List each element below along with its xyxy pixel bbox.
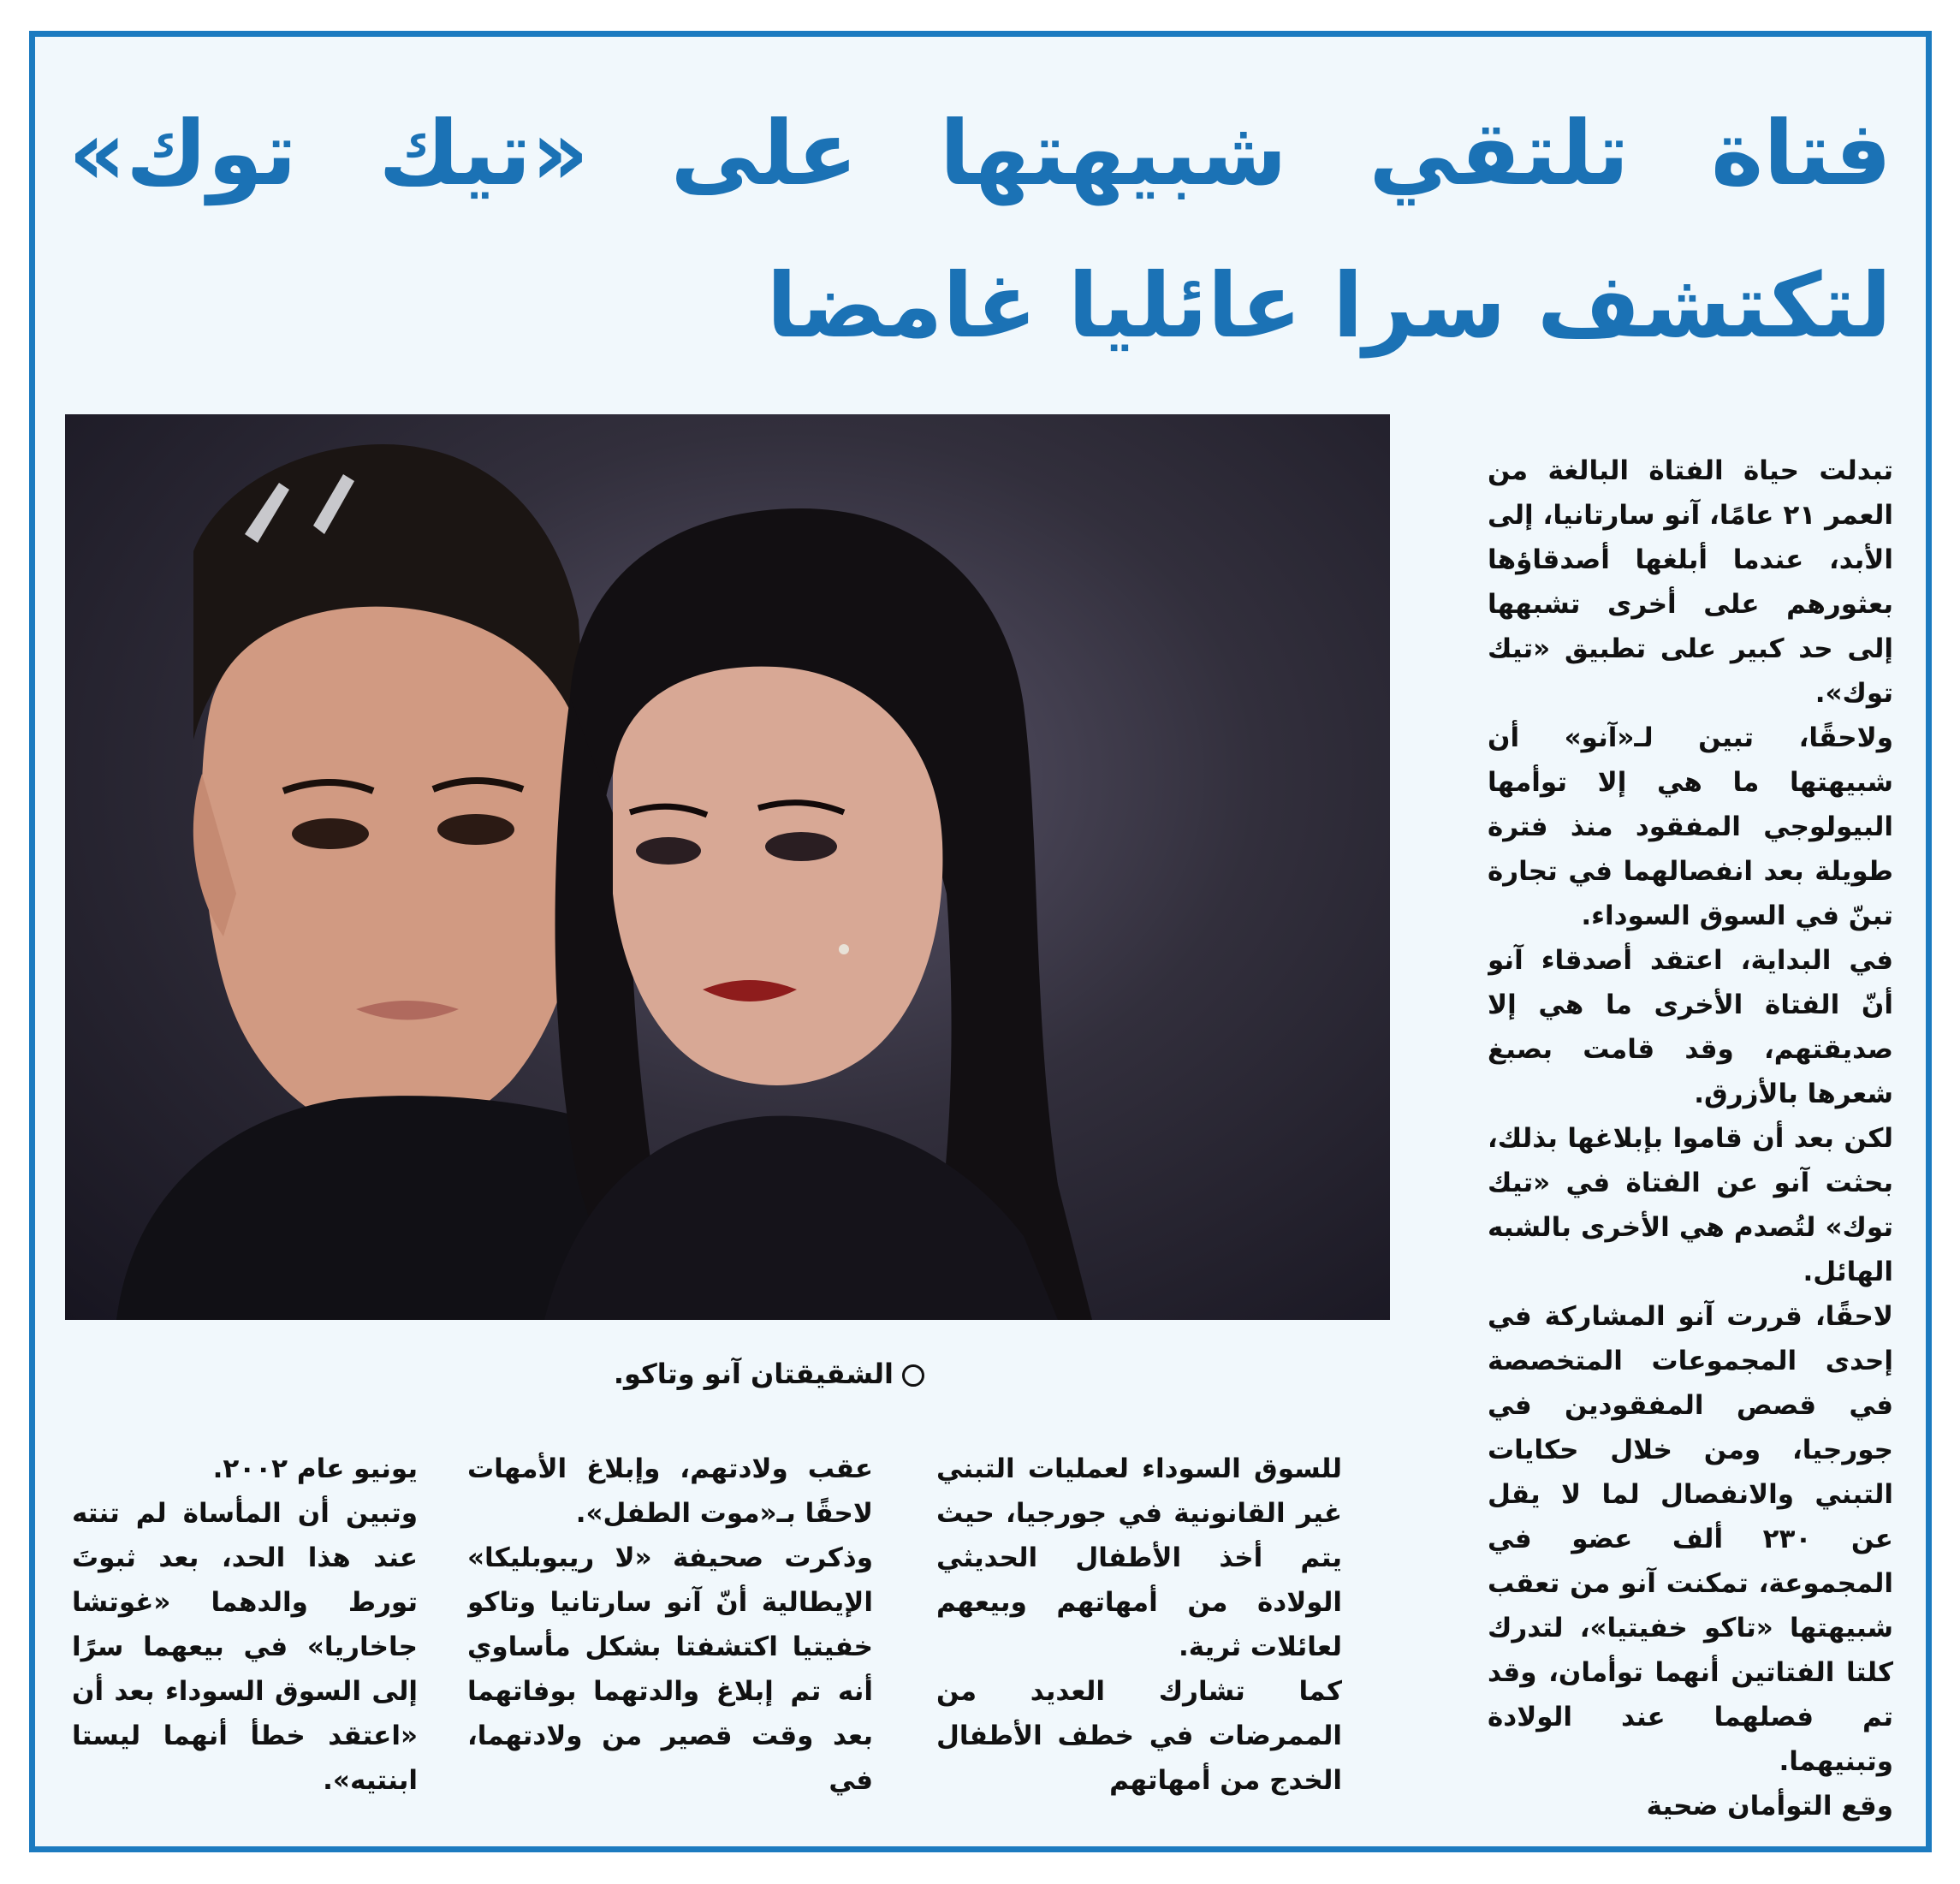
caption-bullet-icon [902,1364,924,1387]
paragraph: عقب ولادتهم، وإبلاغ الأمهات لاحقًا بـ«موت الطفل». [467,1453,873,1529]
article-column-2 [936,1447,1342,1823]
paragraph: يونيو عام ٢٠٠٢. [212,1453,418,1484]
paragraph: لكن بعد أن قاموا بإبلاغها بذلك، بحثت آنو عن الفتاة في «تيك توك» لتُصدم هي الأخرى بالشبه الهائل. [1488,1123,1893,1287]
article-column-4 [72,1447,418,1823]
paragraph: في البداية، اعتقد أصدقاء آنو أنّ الفتاة الأخرى ما هي إلا صديقتهم، وقد قامت بصبغ شعرها بالأزرق. [1488,945,1893,1109]
twins-photo-illustration [65,414,1390,1320]
caption-text: الشقيقتان آنو وتاكو. [613,1358,894,1390]
photo-caption [479,1358,924,1390]
article-column-1 [1488,449,1893,1835]
paragraph: وذكرت صحيفة «لا ريبوبليكا» الإيطالية أنّ آنو سارتانيا وتاكو خفيتيا اكتشفتا بشكل مأساوي أنه تم إبلاغ والدتهما بوفاتهما بعد وقت قصير من ولادتهما، في [467,1542,873,1796]
article-column-3 [467,1447,873,1823]
paragraph: وتبين أن المأساة لم تنته عند هذا الحد، بعد ثبوتَ تورط والدهما «غوتشا جاخاريا» في بيعهما سرًا إلى السوق السوداء بعد أن «اعتقد خطأ أنهما ليستا ابنتيه». [72,1498,418,1796]
paragraph: كما تشارك العديد من الممرضات في خطف الأطفال الخدج من أمهاتهم [936,1676,1342,1796]
paragraph: ولاحقًا، تبين لـ«آنو» أن شبيهتها ما هي إلا توأمها البيولوجي المفقود منذ فترة طويلة بعد انفصالهما في تجارة تبنّ في السوق السوداء. [1488,722,1893,931]
paragraph: لاحقًا، قررت آنو المشاركة في إحدى المجموعات المتخصصة في قصص المفقودين في جورجيا، ومن خلال حكايات التبني والانفصال لما لا يقل عن ٢٣٠ ألف عضو في المجموعة، تمكنت آنو من تعقب شبيهتها «تاكو خفيتيا»، لتدرك كلتا الفتاتين أنهما توأمان، وقد تم فصلهما عند الولادة وتبنيهما. [1488,1301,1893,1777]
paragraph: تبدلت حياة الفتاة البالغة من العمر ٢١ عامًا، آنو سارتانيا، إلى الأبد، عندما أبلغها أصدقاؤها بعثورهم على أخرى تشبهها إلى حد كبير على تطبيق «تيك توك». [1488,455,1893,709]
paragraph: للسوق السوداء لعمليات التبني غير القانونية في جورجيا، حيث يتم أخذ الأطفال الحديثي الولادة من أمهاتهم وبيعهم لعائلات ثرية. [936,1453,1342,1662]
paragraph: وقع التوأمان ضحية [1646,1791,1893,1822]
headline: فتاة تلتقي شبيهتها على «تيك توك» لتكتشف سرا عائليا غامضا [68,101,1892,358]
twins-photo [65,414,1390,1320]
